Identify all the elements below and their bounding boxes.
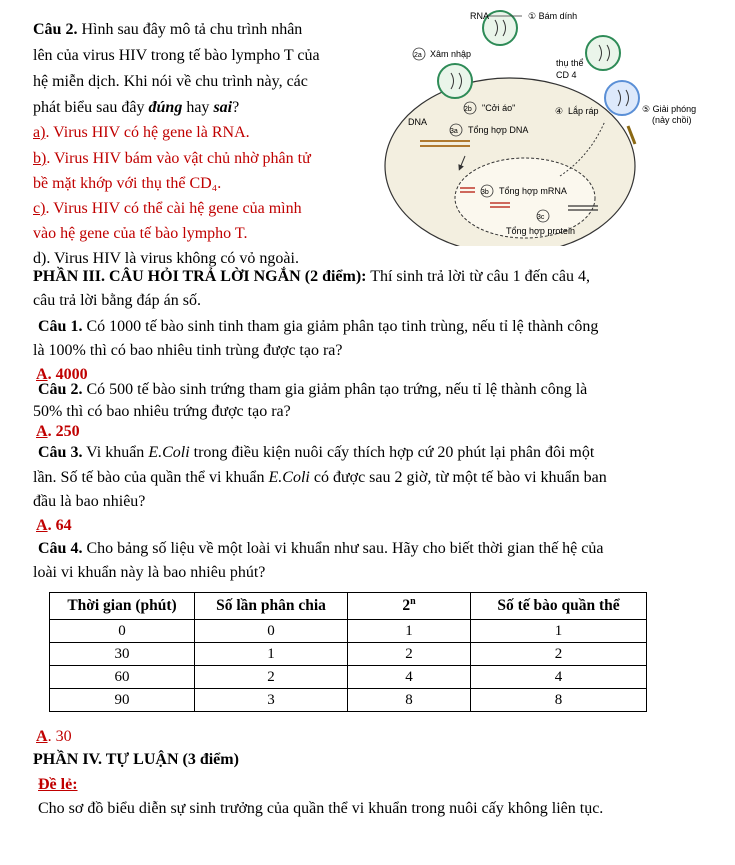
label-assembly: Lắp ráp <box>568 106 599 116</box>
q2-option-b-line-1: b). Virus HIV bám vào vật chủ nhờ phân tử <box>33 150 311 167</box>
label-assembly-num: ④ <box>555 106 564 116</box>
table-row: 0 0 1 1 <box>50 620 647 643</box>
hiv-cycle-figure <box>360 6 705 246</box>
virus-entering <box>438 64 472 98</box>
part3-heading-line: PHẦN III. CÂU HỎI TRẢ LỜI NGẮN (2 điểm): Thí sinh trả lời từ câu 1 đến câu 4, <box>33 268 590 285</box>
label-dna: DNA <box>408 117 428 127</box>
label-mrna-synthesis: Tổng hợp mRNA <box>499 186 567 196</box>
label-entry: Xâm nhập <box>430 49 472 59</box>
p3-q3-line-2: lần. Số tế bào của quần thể vi khuẩn E.Coli có được sau 2 giờ, từ một tế bào vi khuẩn ban <box>33 469 607 486</box>
p3-q1-line-2: là 100% thì có bao nhiêu tinh trùng được tạo ra? <box>33 342 343 359</box>
svg-text:2a: 2a <box>414 52 422 59</box>
table-row: 60 2 4 4 <box>50 666 647 689</box>
label-budding: (nảy chồi) <box>652 115 692 125</box>
label-rna: RNA <box>470 11 490 21</box>
q2-option-a: a). Virus HIV có hệ gene là RNA. <box>33 124 250 141</box>
q2-option-b-line-2: bề mặt khớp với thụ thể CD₄. <box>33 175 222 192</box>
q2-number: Câu 2. <box>33 21 78 38</box>
virus-bud-top <box>586 36 620 70</box>
generation-table <box>49 592 647 712</box>
q2-line-4: phát biểu sau đây đúng hay sai? <box>33 99 240 116</box>
svg-text:3b: 3b <box>481 189 489 196</box>
p3-q4-line-1: Câu 4. Cho bảng số liệu về một loài vi khuẩn như sau. Hãy cho biết thời gian thế hệ của <box>38 540 604 557</box>
q2-option-c-line-2: vào hệ gene của tế bào lympho T. <box>33 225 248 242</box>
part3-title: PHẦN III. CÂU HỎI TRẢ LỜI NGẮN (2 điểm): <box>33 268 367 285</box>
label-protein-synthesis: Tổng hợp protein <box>506 226 575 236</box>
q2-option-d: d). Virus HIV là virus không có vỏ ngoài. <box>33 250 299 267</box>
p3-q2-line-2: 50% thì có bao nhiêu trứng được tạo ra? <box>33 403 291 420</box>
col-header-divisions: Số lần phân chia <box>195 593 348 620</box>
table-row: 30 1 2 2 <box>50 643 647 666</box>
part3-intro-line-2: câu trả lời bằng đáp án số. <box>33 292 201 309</box>
svg-text:3a: 3a <box>450 128 458 135</box>
p3-q3-line-1: Câu 3. Vi khuẩn E.Coli trong điều kiện nuôi cấy thích hợp cứ 20 phút lại phân đôi một <box>38 444 595 461</box>
label-release: ⑤ Giải phóng <box>642 104 697 114</box>
p3-q4-line-2: loài vi khuẩn này là bao nhiêu phút? <box>33 564 266 581</box>
q2-line-3: hệ miễn dịch. Khi nói về chu trình này, các <box>33 73 308 90</box>
p3-q4-answer: A. 30 <box>36 728 72 745</box>
p3-q1-line-1: Câu 1. Có 1000 tế bào sinh tinh tham gia giảm phân tạo tinh trùng, nếu tỉ lệ thành công <box>38 318 599 335</box>
col-header-time: Thời gian (phút) <box>50 593 195 620</box>
p3-q3-line-3: đầu là bao nhiêu? <box>33 493 146 510</box>
label-receptor-2: CD 4 <box>556 70 577 80</box>
label-dna-synthesis: Tổng hợp DNA <box>468 125 529 135</box>
table-header-row <box>50 593 647 620</box>
part4-title: PHẦN IV. TỰ LUẬN (3 điểm) <box>33 751 239 768</box>
label-uncoating: "Cởi áo" <box>482 103 516 113</box>
q2-option-c-line-1: c). Virus HIV có thể cài hệ gene của mình <box>33 200 302 217</box>
label-attach: ① Bám dính <box>528 11 578 21</box>
virus-assembling <box>605 81 639 115</box>
label-receptor-1: thụ thể <box>556 58 584 68</box>
p3-q1-answer: A. 4000 <box>36 366 88 383</box>
svg-text:3c: 3c <box>537 214 545 221</box>
p3-q2-line-1: Câu 2. Có 500 tế bào sinh trứng tham gia giảm phân tạo trứng, nếu tỉ lệ thành công là <box>38 381 588 398</box>
q2-line-1: Câu 2. Hình sau đây mô tả chu trình nhân <box>33 21 303 38</box>
table-row: 90 3 8 8 <box>50 689 647 712</box>
part4-de-le: Đề lẻ: <box>38 776 78 793</box>
p3-q3-answer: A. 64 <box>36 517 72 534</box>
part4-text: Cho sơ đồ biểu diễn sự sinh trưởng của quần thể vi khuẩn trong nuôi cấy không liên tục. <box>38 800 604 817</box>
q2-line-2: lên của virus HIV trong tế bào lympho T của <box>33 47 320 64</box>
col-header-2n: 2$^n$ <box>348 593 471 620</box>
p3-q2-answer: A. 250 <box>36 423 80 440</box>
svg-text:2b: 2b <box>464 106 472 113</box>
col-header-cells: Số tế bào quần thể <box>471 593 647 620</box>
